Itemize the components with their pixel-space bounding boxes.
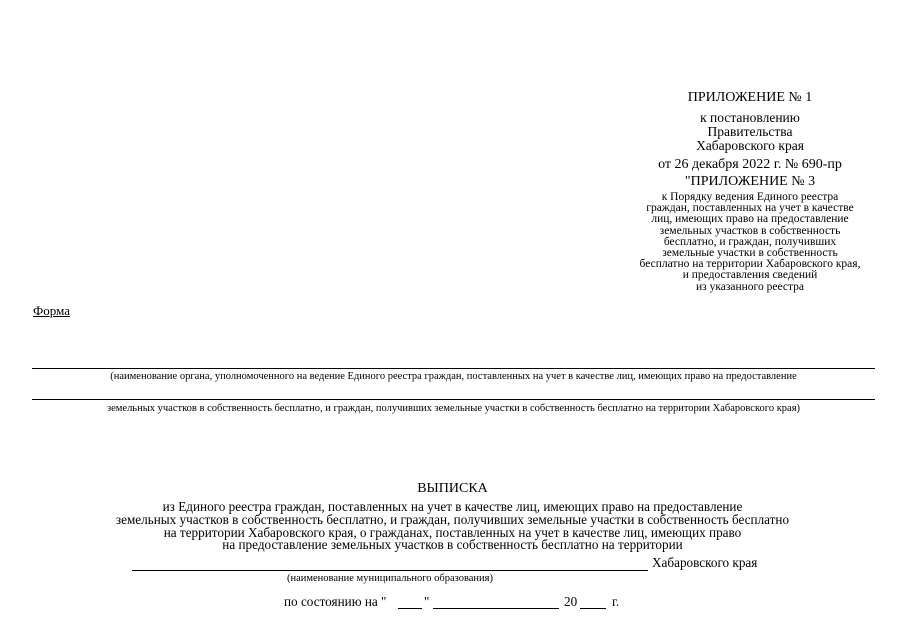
extract-body-line: из Единого реестра граждан, поставленных на учет в качестве лиц, имеющих право на предоставление: [162, 499, 743, 514]
as-of-month-line: [433, 608, 559, 609]
extract-body-line: на предоставление земельных участков в собственность бесплатно на территории: [222, 537, 683, 553]
order-line: земельные участки в собственность: [662, 247, 838, 260]
order-line: бесплатно, и граждан, получивших: [663, 235, 837, 248]
order-reference: [620, 192, 880, 293]
extract-body: [40, 501, 865, 552]
inner-appendix-title: "ПРИЛОЖЕНИЕ № 3: [684, 174, 816, 189]
resolution-date: от 26 декабря 2022 г. № 690-пр: [658, 157, 842, 172]
region-suffix: Хабаровского края: [652, 555, 758, 570]
resolution-line: к постановлению: [700, 110, 800, 125]
order-line: и предоставления сведений: [682, 269, 818, 282]
appendix-block: [620, 90, 880, 293]
organ-name-line-1: [32, 368, 875, 369]
form-label: Форма: [33, 303, 70, 318]
organ-caption-line-1: (наименование органа, уполномоченного на ведение Единого реестра граждан, поставленных на учет в качестве лиц, имеющих право на предоставление: [110, 371, 797, 382]
appendix-title: ПРИЛОЖЕНИЕ № 1: [687, 90, 813, 105]
order-line: земельных участков в собственность: [659, 224, 841, 237]
resolution-line: Хабаровского края: [696, 138, 804, 153]
municipality-fill-line: [132, 570, 648, 571]
resolution-line: Правительства: [707, 124, 793, 139]
as-of-year-suffix: г.: [612, 594, 620, 609]
order-line: граждан, поставленных на учет в качестве: [646, 202, 854, 215]
extract-body-line: земельных участков в собственность бесплатно, и граждан, получивших земельные участки в собственность бесплатно: [115, 511, 790, 527]
organ-caption-line-2: земельных участков в собственность бесплатно, и граждан, получивших земельные участки в собственность бесплатно на территории Хабаровского края): [106, 403, 801, 414]
as-of-day-line: [398, 608, 422, 609]
order-line: к Порядку ведения Единого реестра: [661, 191, 839, 203]
municipality-caption: (наименование муниципального образования): [286, 573, 494, 584]
order-line: лиц, имеющих право на предоставление: [651, 213, 849, 226]
organ-name-line-2: [32, 399, 875, 400]
extract-body-line: на территории Хабаровского края, о гражданах, поставленных на учет в качестве лиц, имеющих право: [163, 524, 742, 540]
as-of-quote-close: ": [424, 594, 430, 609]
order-line: бесплатно на территории Хабаровского края,: [639, 258, 861, 271]
as-of-year-prefix: 20: [564, 594, 578, 609]
as-of-prefix: по состоянию на ": [284, 594, 387, 609]
order-line: из указанного реестра: [696, 280, 804, 293]
resolution-reference: [620, 111, 880, 153]
as-of-year-line: [580, 608, 606, 609]
extract-title: ВЫПИСКА: [417, 481, 488, 496]
